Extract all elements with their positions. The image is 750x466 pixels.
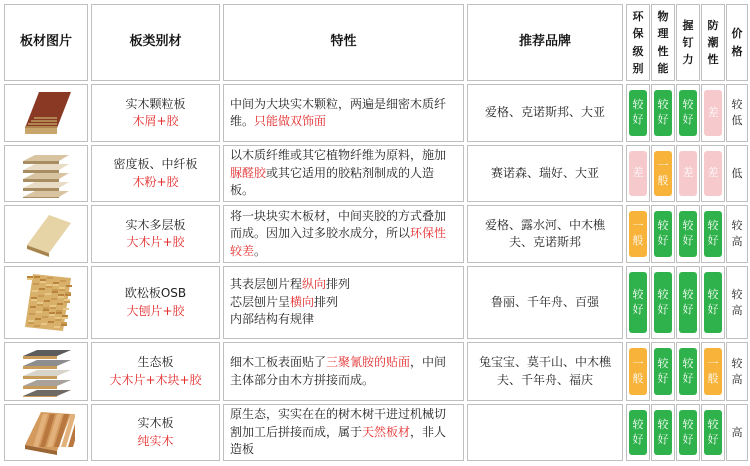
- moisture-rating-badge: [704, 410, 722, 455]
- physical-rating-badge: [654, 272, 672, 333]
- physical-rating-label: 较 好: [657, 417, 669, 446]
- header-price-label: 价 格: [731, 27, 743, 58]
- eco-rating-badge: [629, 211, 647, 257]
- price-cell: [726, 266, 748, 339]
- mdf-board-image: [19, 149, 75, 198]
- category-cell: [91, 404, 220, 461]
- board-image-cell: [4, 84, 88, 142]
- price-cell: [726, 342, 748, 401]
- feature-text: [230, 208, 457, 260]
- header-eco: [626, 4, 650, 81]
- feature-cell: [223, 205, 464, 263]
- brands-text: 爱格、克诺斯邦、大亚: [484, 105, 605, 120]
- eco-rating-label: 一 般: [632, 356, 644, 385]
- price-label: 较 高: [731, 219, 743, 248]
- physical-rating-label: 一 般: [657, 158, 669, 187]
- brands-cell: [467, 145, 623, 202]
- header-nail: [676, 4, 700, 81]
- feature-highlight: 环保性较差: [230, 226, 447, 258]
- feature-line: [230, 294, 350, 311]
- board-material: 木屑+胶: [132, 114, 179, 128]
- eco-rating-badge: [629, 410, 647, 455]
- feature-text: [230, 354, 457, 389]
- price-label: 较 高: [731, 287, 743, 317]
- brands-cell: [467, 266, 623, 339]
- nail-rating-label: 较 好: [682, 287, 694, 316]
- brands-text: 爱格、露水河、中木樵夫、克诺斯邦: [484, 217, 605, 249]
- header-brands-label: 推荐品牌: [518, 34, 571, 50]
- nail-rating-badge: [679, 151, 697, 196]
- moisture-rating-badge: [704, 272, 722, 333]
- header-image-label: 板材图片: [19, 34, 72, 50]
- feature-highlight: 天然板材: [362, 424, 411, 439]
- header-brands: [467, 4, 623, 81]
- eco-rating-label: 较 好: [632, 98, 644, 126]
- eco-rating-badge: [629, 90, 647, 136]
- eco-rating-badge: [629, 151, 647, 196]
- eco-rating-badge: [629, 272, 647, 333]
- brands-cell: [467, 342, 623, 401]
- nail-rating-label: 较 好: [682, 219, 694, 247]
- feature-segment: ，非人造板: [230, 424, 447, 457]
- nail-rating-badge: [679, 211, 697, 257]
- board-image-cell: [4, 145, 88, 202]
- moisture-rating-label: 较 好: [707, 287, 719, 316]
- feature-segment: 芯层刨片呈: [230, 294, 291, 309]
- price-label: 低: [731, 166, 743, 180]
- header-physical: [651, 4, 675, 81]
- feature-segment: 排列: [326, 277, 351, 292]
- brands-cell: [467, 84, 623, 142]
- category-cell: [91, 266, 220, 339]
- price-cell: [726, 84, 748, 142]
- feature-segment: 其表层刨片程: [230, 277, 303, 292]
- moisture-rating-badge: [704, 151, 722, 196]
- feature-segment: 排列: [314, 294, 339, 309]
- header-nail-label: 握 钉 力: [682, 18, 694, 67]
- category-cell: [91, 145, 220, 202]
- feature-segment: 以木质纤维或其它植物纤维为原料，施加: [230, 148, 447, 163]
- header-moisture: [701, 4, 725, 81]
- feature-segment: 内部结构有规律: [230, 312, 315, 327]
- moisture-rating-label: 较 好: [707, 219, 719, 247]
- header-moisture-label: 防 潮 性: [707, 18, 719, 67]
- price-label: 较 低: [731, 98, 743, 127]
- price-cell: [726, 404, 748, 461]
- feature-highlight: 只能做双饰面: [254, 114, 327, 128]
- feature-text: [230, 96, 457, 131]
- physical-rating-label: 较 好: [657, 287, 669, 316]
- header-category-label: 板类别材: [129, 34, 182, 50]
- ecological-board-image: [19, 346, 75, 397]
- feature-line: [230, 311, 350, 328]
- feature-segment: 或其它适用的胶粘剂制成的人造板。: [230, 165, 435, 198]
- board-image-cell: [4, 205, 88, 263]
- price-label: 高: [731, 425, 743, 439]
- physical-rating-label: 较 好: [657, 98, 669, 126]
- moisture-rating-label: 较 好: [707, 417, 719, 446]
- physical-rating-label: 较 好: [657, 356, 669, 385]
- feature-highlight: 脲醛胶: [230, 165, 267, 180]
- feature-cell: [223, 342, 464, 401]
- feature-highlight: 纵向: [302, 277, 327, 292]
- particle-board-image: [19, 88, 75, 138]
- nail-rating-badge: [679, 348, 697, 395]
- header-physical-label: 物 理 性 能: [657, 10, 669, 75]
- nail-rating-label: 较 好: [682, 98, 694, 126]
- board-material: 大木片+木块+胶: [109, 372, 202, 387]
- feature-text: [230, 147, 457, 199]
- board-image-cell: [4, 342, 88, 401]
- moisture-rating-label: 差: [707, 105, 719, 119]
- feature-cell: [223, 404, 464, 461]
- feature-text: [230, 276, 350, 328]
- feature-segment: 原生态，实实在在的树木树干进过机械切割加工后拼接而成，属于: [230, 407, 447, 439]
- feature-highlight: 三聚氰胺的贴面: [326, 355, 411, 370]
- feature-segment: 。: [254, 243, 267, 258]
- board-image-cell: [4, 404, 88, 461]
- plywood-board-image: [19, 209, 75, 259]
- physical-rating-badge: [654, 211, 672, 257]
- feature-line: [230, 276, 350, 293]
- moisture-rating-badge: [704, 211, 722, 257]
- physical-rating-label: 较 好: [657, 219, 669, 247]
- header-image: [4, 4, 88, 81]
- board-material: 纯实木: [137, 433, 174, 448]
- header-feature-label: 特性: [330, 34, 357, 50]
- header-category: [91, 4, 220, 81]
- header-price: [726, 4, 748, 81]
- moisture-rating-badge: [704, 348, 722, 395]
- brands-text: 鲁丽、千年舟、百强: [490, 294, 599, 309]
- physical-rating-badge: [654, 348, 672, 395]
- board-name: 欧松板OSB: [124, 286, 187, 301]
- feature-cell: [223, 266, 464, 339]
- osb-board-image: [19, 270, 75, 335]
- nail-rating-badge: [679, 410, 697, 455]
- header-feature: [223, 4, 464, 81]
- board-name: 密度板、中纤板: [113, 157, 198, 172]
- feature-segment: 将一块块实木板材，中间夹胶的方式叠加而成。因加入过多胶水成分，所以: [230, 208, 447, 241]
- brands-cell: [467, 404, 623, 461]
- feature-segment: ，中间主体部分由木方拼接而成。: [230, 355, 447, 387]
- brands-text: 赛诺森、瑞好、大亚: [490, 165, 599, 180]
- moisture-rating-label: 一 般: [707, 356, 719, 385]
- eco-rating-label: 差: [632, 166, 644, 180]
- eco-rating-label: 较 好: [632, 417, 644, 446]
- eco-rating-label: 较 好: [632, 287, 644, 316]
- feature-cell: [223, 84, 464, 142]
- category-cell: [91, 342, 220, 401]
- board-image-cell: [4, 266, 88, 339]
- price-cell: [726, 205, 748, 263]
- board-name: 生态板: [137, 355, 174, 370]
- feature-cell: [223, 145, 464, 202]
- board-name: 实木板: [137, 416, 174, 431]
- brands-text: 兔宝宝、莫干山、中木樵夫、千年舟、福庆: [478, 355, 611, 387]
- board-name: 实木多层板: [125, 217, 186, 232]
- feature-segment: 中间为大块实木颗粒，两遍是细密木质纤维。: [230, 96, 447, 128]
- feature-text: [230, 406, 457, 458]
- moisture-rating-badge: [704, 90, 722, 136]
- board-material: 木粉+胶: [132, 174, 179, 189]
- physical-rating-badge: [654, 90, 672, 136]
- board-material: 大刨片+胶: [126, 303, 185, 318]
- feature-highlight: 横向: [290, 294, 315, 309]
- header-eco-label: 环 保 级 别: [632, 10, 644, 75]
- nail-rating-badge: [679, 272, 697, 333]
- physical-rating-badge: [654, 151, 672, 196]
- price-cell: [726, 145, 748, 202]
- category-cell: [91, 205, 220, 263]
- category-cell: [91, 84, 220, 142]
- feature-segment: 细木工板表面贴了: [230, 355, 327, 370]
- eco-rating-badge: [629, 348, 647, 395]
- nail-rating-label: 差: [682, 166, 694, 180]
- board-name: 实木颗粒板: [125, 96, 186, 111]
- nail-rating-badge: [679, 90, 697, 136]
- moisture-rating-label: 差: [707, 166, 719, 180]
- eco-rating-label: 一 般: [632, 219, 644, 247]
- brands-cell: [467, 205, 623, 263]
- price-label: 较 高: [731, 356, 743, 386]
- nail-rating-label: 较 好: [682, 417, 694, 446]
- board-material: 大木片+胶: [126, 235, 185, 249]
- solid-wood-board-image: [19, 408, 75, 457]
- nail-rating-label: 较 好: [682, 356, 694, 385]
- physical-rating-badge: [654, 410, 672, 455]
